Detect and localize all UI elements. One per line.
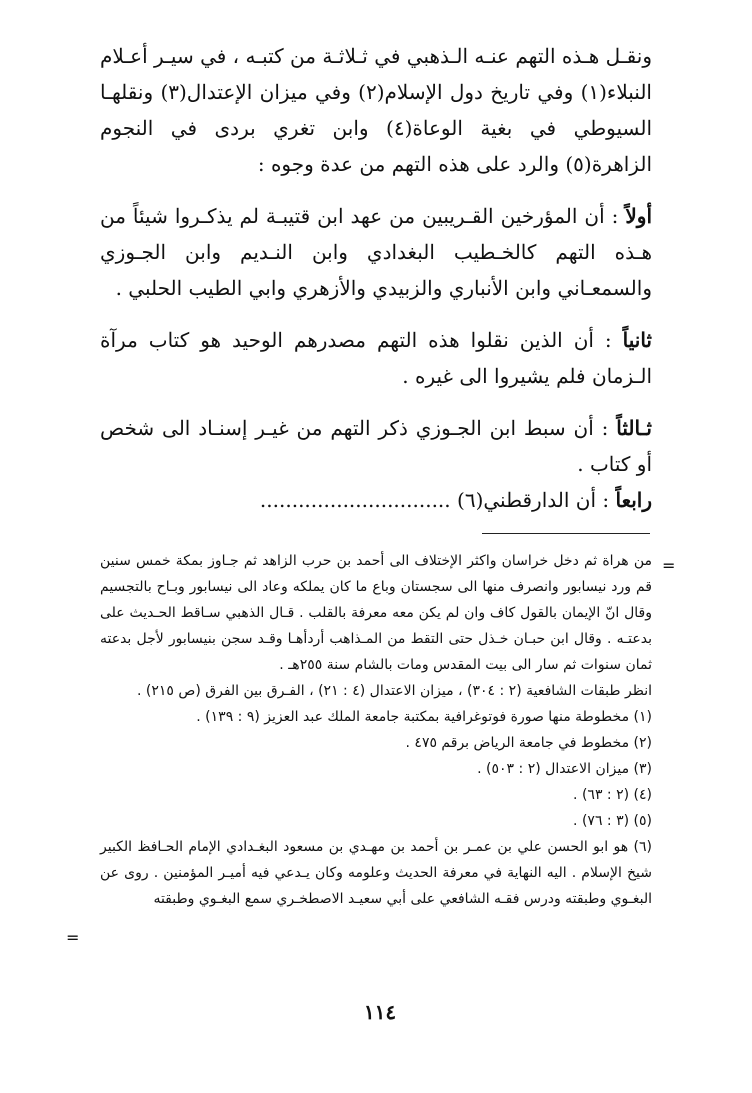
footnote-3: (٣) ميزان الاعتدال (٢ : ٥٠٣) .: [477, 761, 652, 777]
point-third: [100, 410, 652, 482]
point-text: : أن المؤرخين القـريبين من عهد ابن قتيبـة لم يذكـروا شيئاً من هـذه التهم كالخـطيب البغدادي وابن النـديم وابن الجـوزي والسمعـاني وابن الأنباري والزبيدي والأزهري وابي الطيب الحلبي .: [100, 204, 652, 300]
continued-to-mark: =: [66, 928, 80, 947]
footnote-6: (٦) هو ابو الحسن علي بن عمـر بن أحمد بن مهـدي بن مسعود البغـدادي الإمام الحـافظ الكبير شيخ الإسلام . اليه النهاية في معرفة الحديث وعلومه وكان يـدعي فيه أميـر المؤمنين . روى عن البغـوي وطبقته ودرس فقـه الشافعي على أبي سعيـد الاصطخـري سمع البغـوي وطبقته: [100, 839, 652, 907]
point-label: ثانياً: [622, 328, 652, 352]
footnote-5: (٥) (٣ : ٧٦) .: [573, 813, 652, 829]
point-second: [100, 322, 652, 394]
footnote-reference: انظر طبقات الشافعية (٢ : ٣٠٤) ، ميزان الاعتدال (٤ : ٢١) ، الفـرق بين الفرق (ص ٢١٥) .: [137, 683, 652, 699]
main-text: [100, 38, 652, 518]
footnote-continuation: من هراة ثم دخل خراسان واكثر الإختلاف الى أحمد بن حرب الزاهد ثم جـاوز بمكة خمس سنين قم ورد نيسابور وانصرف منها الى سجستان وباع ما كان يملكه وعاد الى نيسابور وبـاح بالتجسيم وقال انّ الإيمان بالقول كاف وان لم يكن معه معرفة بالقلب . قـال الذهبي سـاقط الحـديث على بدعتـه . وقال ابن حبـان خـذل حتى التقط من المـذاهب أردأهـا وقـد سجن بنيسابور لأجل بدعته ثمان سنوات ثم سار الى بيت المقدس ومات بالشام سنة ٢٥٥هـ .: [100, 553, 652, 673]
intro-paragraph: ونقـل هـذه التهم عنـه الـذهبي في ثـلاثـة من كتبـه ، في سيـر أعـلام النبلاء(١) وفي تاريخ دول الإسلام(٢) وفي ميزان الإعتدال(٣) ونقلهـا السيوطي في بغية الوعاة(٤) وابن تغري بردى في النجوم الزاهرة(٥) والرد على هذه التهم من عدة وجوه :: [100, 44, 653, 176]
footnote-separator: [482, 533, 650, 534]
footnote-4: (٤) (٢ : ٦٣) .: [573, 787, 652, 803]
point-first: [100, 198, 652, 306]
point-text: : أن الدارقطني(٦) ..............................: [259, 488, 616, 512]
point-label: ثـالثاً: [616, 416, 652, 440]
footnote-1: (١) مخطوطة منها صورة فوتوغرافية بمكتبة جامعة الملك عبد العزيز (٩ : ١٣٩) .: [196, 709, 652, 725]
point-text: : أن الذين نقلوا هذه التهم مصدرهم الوحيد هو كتاب مرآة الـزمان فلم يشيروا الى غيره .: [100, 328, 652, 388]
point-fourth: [100, 482, 652, 518]
page-number: ١١٤: [363, 1000, 397, 1024]
footnotes: [100, 548, 652, 912]
point-label: أولاً: [625, 204, 652, 228]
footnote-2: (٢) مخطوط في جامعة الرياض برقم ٤٧٥ .: [405, 735, 652, 751]
continued-from-mark: =: [662, 556, 676, 575]
point-label: رابعاً: [615, 488, 652, 512]
point-text: : أن سبط ابن الجـوزي ذكر التهم من غيـر إسنـاد الى شخص أو كتاب .: [100, 416, 652, 476]
